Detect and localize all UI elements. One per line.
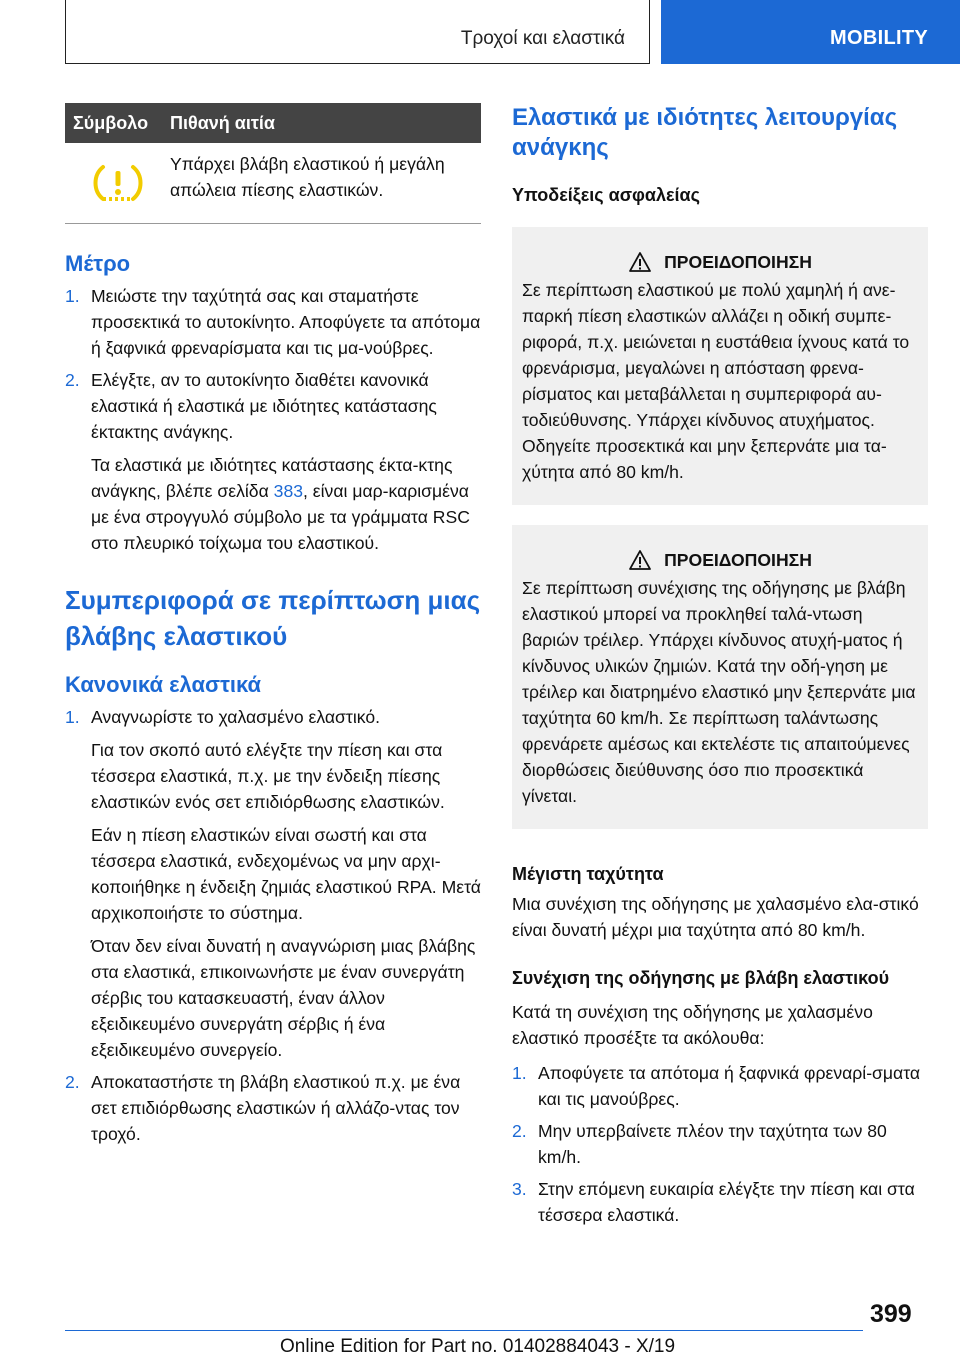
list-text: Αναγνωρίστε το χαλασμένο ελαστικό. [91,707,381,727]
warning-text: Σε περίπτωση ελαστικού με πολύ χαμηλή ή ανε-παρκή πίεση ελαστικών αλλάζει η οδική συμπε-ριφορά, π.χ. μειώνεται η ευστάθεια ίχνους κατά το φρενάρισμα, μεγαλώνει η απόσταση φρενα-ρίσματος και μεταβάλλεται η συμπεριφορά αυ-τοδιεύθυνσης. Υπάρχει κίνδυνος ατυχήματος. Οδηγείτε προσεκτικά και μην ξεπερνάτε μια τα-χύτητα από 80 km/h. [522,280,910,482]
list-item [65,283,481,361]
page-link-383[interactable]: 383 [273,481,304,501]
list-item [512,1176,928,1228]
list-text: Μειώστε την ταχύτητά σας και σταματήστε προσεκτικά το αυτοκίνητο. Αποφύγετε τα απότομα ή ξαφνικά φρεναρίσματα και τις μα-νούβρες. [91,286,481,358]
tire-pressure-warning-icon [91,163,145,203]
max-speed-heading: Μέγιστη ταχύτητα [512,864,664,884]
table-row [65,143,481,224]
warning-triangle-icon [628,549,652,571]
list-number: 1. [512,1063,527,1083]
list-text: Ελέγξτε, αν το αυτοκίνητο διαθέτει κανονικά ελαστικά ή ελαστικά με ιδιότητες κατάστασης έκτακτης ανάγκης. [91,370,437,442]
header-section-title: Τροχοί και ελαστικά [460,28,625,49]
behaviour-subtitle: Κανονικά ελαστικά [65,672,262,697]
runflat-title: Ελαστικά με ιδιότητες λειτουργίας ανάγκης [512,104,898,161]
left-column [65,103,481,1147]
measures-list [65,283,481,556]
list-number: 1. [65,286,80,306]
behaviour-list [65,704,481,1147]
warning-box [512,525,928,829]
continue-list [512,1060,928,1228]
right-column [512,103,928,1228]
max-speed-text: Μια συνέχιση της οδήγησης με χαλασμένο ελα-στικό είναι δυνατή μέχρι μια ταχύτητα από 80 km/h. [512,894,919,940]
behaviour-title: Συμπεριφορά σε περίπτωση μιας βλάβης ελαστικού [65,585,481,651]
list-item [65,1069,481,1147]
list-item [65,704,481,1063]
list-subtext: Για τον σκοπό αυτό ελέγξτε την πίεση και στα τέσσερα ελαστικά, π.χ. με την ένδειξη πίεσης ελαστικών ενός σετ επιδιόρθωσης ελαστικών. [91,740,445,812]
list-item [512,1060,928,1112]
table-cell-cause: Υπάρχει βλάβη ελαστικού ή μεγάλη απώλεια πίεσης ελαστικών. [170,154,445,200]
list-subtext: Τα ελαστικά με ιδιότητες κατάστασης έκτα-κτης ανάγκης, βλέπε σελίδα 383, είναι μαρ-καρισμένα με ένα στρογγυλό σύμβολο με τα γράμματα RSC στο πλευρικό τοίχωμα του ελαστικού. [91,455,470,553]
list-text: Αποκαταστήστε τη βλάβη ελαστικού π.χ. με ένα σετ επιδιόρθωσης ελαστικών ή αλλάζο-ντας τον τροχό. [91,1072,461,1144]
warning-title: ΠΡΟΕΙΔΟΠΟΙΗΣΗ [664,550,812,570]
warning-triangle-icon [628,251,652,273]
list-text: Αποφύγετε τα απότομα ή ξαφνικά φρεναρί-σματα και τις μανούβρες. [538,1063,921,1109]
measures-title: Μέτρο [65,251,131,276]
footer-divider [65,1330,863,1331]
header-tab-mobility[interactable] [661,0,960,64]
continue-heading: Συνέχιση της οδήγησης με βλάβη ελαστικού [512,968,890,988]
warning-box [512,227,928,505]
list-subtext: Όταν δεν είναι δυνατή η αναγνώριση μιας βλάβης στα ελαστικά, επικοινωνήστε με έναν συνεργάτη σέρβις του κατασκευαστή, έναν άλλον εξειδικευμένο συνεργάτη σέρβις ή ένα εξειδικευμένο συνεργείο. [91,936,476,1060]
page-number: 399 [870,1300,912,1328]
warning-text: Σε περίπτωση συνέχισης της οδήγησης με βλάβη ελαστικού μπορεί να προκληθεί ταλά-ντωση βαριών τρέιλερ. Υπάρχει κίνδυνος ατυχή-ματος ή κίνδυνος υλικών ζημιών. Κατά την οδή-γηση με τρέιλερ και διατρημένο ελαστικό μην ξεπερνάτε μια ταχύτητα 60 km/h. Σε περίπτωση ταλάντωσης φρενάρετε αμέσως και εκτελέστε τις απαιτούμενες διορθώσεις διεύθυνσης όσο πιο προσεκτικά γίνεται. [522,578,916,806]
list-subtext: Εάν η πίεση ελαστικών είναι σωστή και στα τέσσερα ελαστικά, ενδεχομένως να μην αρχι-κοποιήθηκε η ένδειξη ζημιάς ελαστικού RPA. Μετά αρχικοποιήστε το σύστημα. [91,825,481,923]
list-item [65,367,481,556]
footer-edition: Online Edition for Part no. 01402884043 - X/19 [280,1336,676,1357]
list-number: 1. [65,707,80,727]
list-text: Στην επόμενη ευκαιρία ελέγξτε την πίεση και στα τέσσερα ελαστικά. [538,1179,915,1225]
table-header-symbol: Σύμβολο [73,113,149,133]
list-text: Μην υπερβαίνετε πλέον την ταχύτητα των 80 km/h. [538,1121,887,1167]
header-tab-label: MOBILITY [830,27,928,49]
continue-intro: Κατά τη συνέχιση της οδήγησης με χαλασμένο ελαστικό προσέξτε τα ακόλουθα: [512,1002,873,1048]
symbol-table-header [65,103,481,143]
list-number: 3. [512,1179,527,1199]
list-number: 2. [65,370,80,390]
header-section-box [65,0,650,64]
table-header-cause: Πιθανή αιτία [170,113,275,133]
list-item [512,1118,928,1170]
safety-heading: Υποδείξεις ασφαλείας [512,185,700,205]
list-number: 2. [512,1121,527,1141]
warning-title: ΠΡΟΕΙΔΟΠΟΙΗΣΗ [664,252,812,272]
list-number: 2. [65,1072,80,1092]
